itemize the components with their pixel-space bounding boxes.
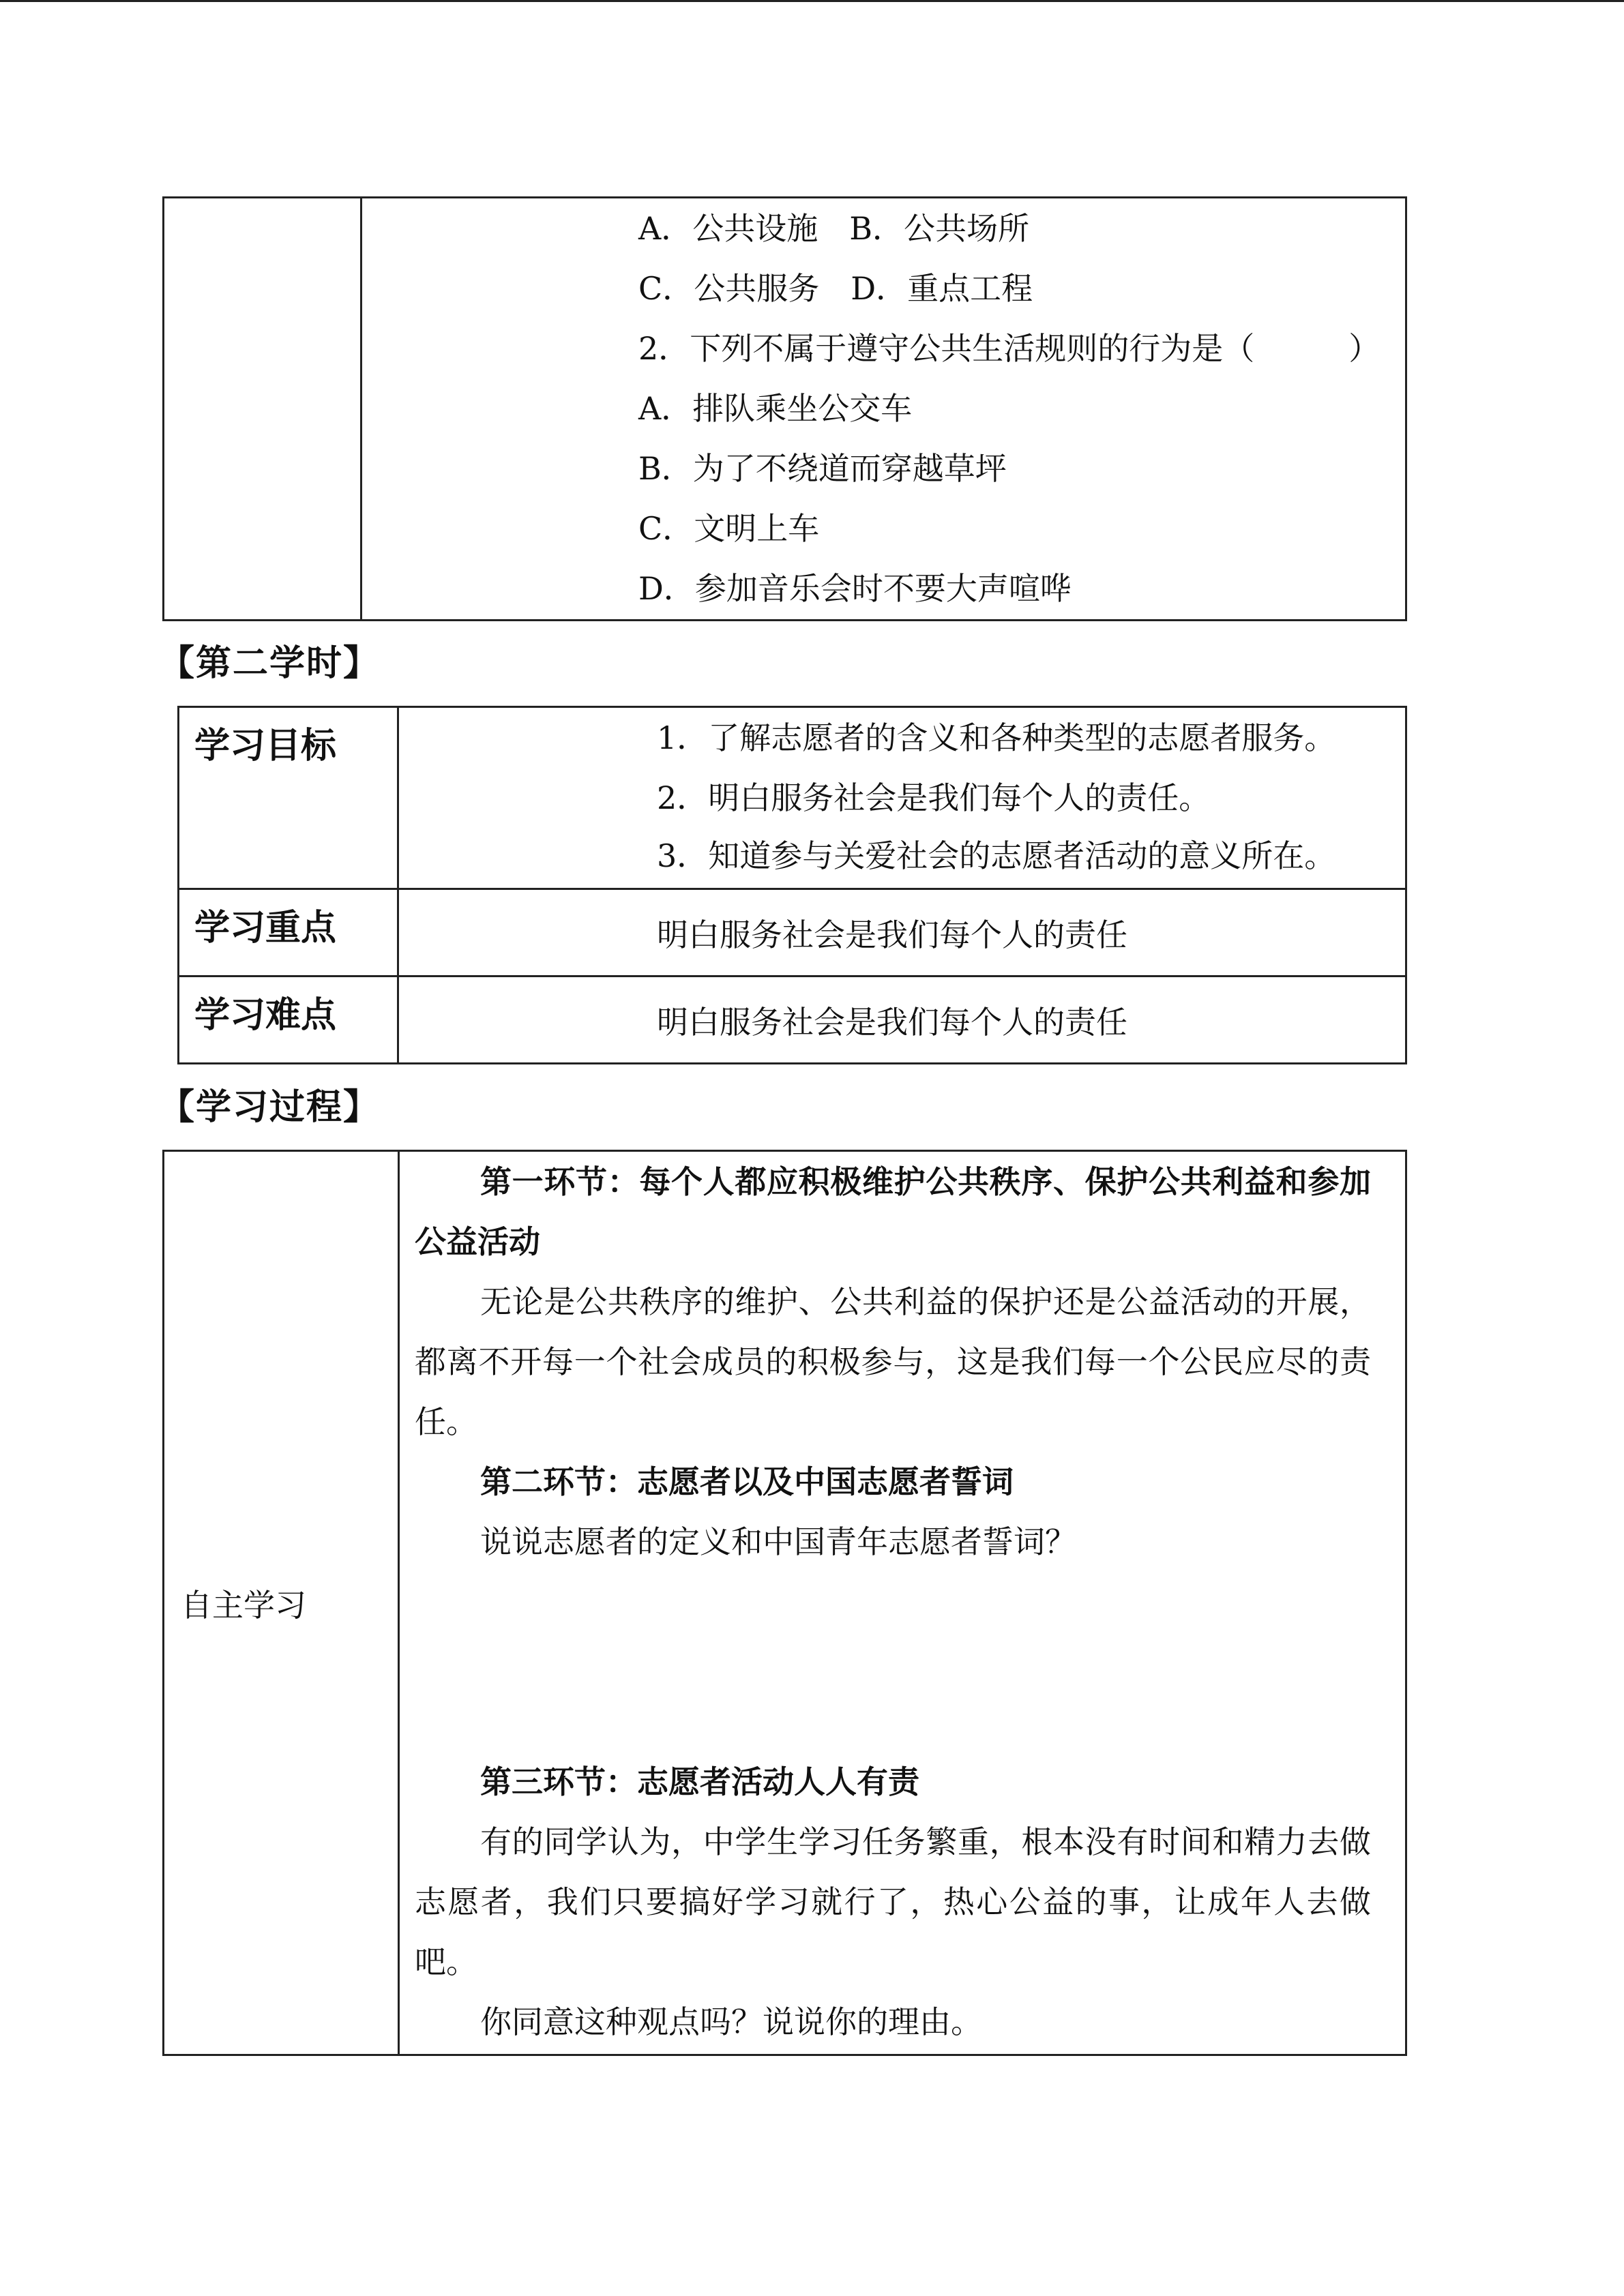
difficulty-label [179, 976, 398, 1064]
answer-space [415, 1572, 1371, 1752]
goal-label-text: 学习目标 [194, 726, 337, 766]
key-point-text: 明白服务社会是我们每个人的责任 [657, 916, 1127, 953]
option-line: B．为了不绕道而穿越草坪 [638, 450, 1007, 487]
difficulty-label-text: 学习难点 [194, 995, 337, 1036]
step3-question: 你同意这种观点吗？说说你的理由。 [480, 2003, 982, 2040]
key-point-cell [398, 889, 1406, 976]
self-study-label: 自主学习 [181, 1586, 306, 1624]
page-top-border [0, 0, 1624, 2]
goal-list-cell [398, 707, 1406, 889]
goal-label [179, 707, 398, 889]
step1-title: 第一环节：每个人都应积极维护公共秩序、保护公共利益和参加公益活动 [415, 1163, 1371, 1260]
option-line: A．排队乘坐公交车 [638, 390, 913, 427]
question-options-cell [361, 198, 1406, 621]
question-continuation-table [162, 196, 1407, 621]
goal-item: 1．了解志愿者的含义和各种类型的志愿者服务。 [657, 719, 1336, 756]
step2-title: 第二环节：志愿者以及中国志愿者誓词 [480, 1463, 1014, 1500]
section-heading-learning-process: 【学习过程】 [159, 1087, 381, 1128]
option-line: D．参加音乐会时不要大声喧哗 [638, 570, 1072, 607]
step3-title: 第三环节：志愿者活动人人有责 [480, 1763, 919, 1800]
difficulty-text: 明白服务社会是我们每个人的责任 [657, 1004, 1127, 1041]
self-study-label-cell [164, 1151, 399, 2055]
learning-process-table [162, 1150, 1407, 2056]
option-line: C．文明上车 [638, 510, 820, 547]
step1-text: 无论是公共秩序的维护、公共利益的保护还是公益活动的开展，都离不开每一个社会成员的积极参与，这是我们每一个公民应尽的责任。 [415, 1283, 1371, 1440]
difficulty-cell [398, 976, 1406, 1064]
section-heading-second-period: 【第二学时】 [159, 643, 381, 684]
goal-item: 2．明白服务社会是我们每个人的责任。 [657, 779, 1211, 816]
key-point-label-text: 学习重点 [194, 908, 337, 949]
step2-question: 说说志愿者的定义和中国青年志愿者誓词？ [480, 1523, 1076, 1560]
key-point-label [179, 889, 398, 976]
option-line: A．公共设施 B．公共场所 [638, 210, 1030, 247]
goal-item: 3．知道参与关爱社会的志愿者活动的意义所在。 [657, 837, 1336, 874]
empty-label-cell [164, 198, 361, 621]
process-content-cell [399, 1151, 1406, 2055]
step3-text: 有的同学认为，中学生学习任务繁重，根本没有时间和精力去做志愿者，我们只要搞好学习就行了，热心公益的事，让成年人去做吧。 [415, 1823, 1371, 1980]
learning-goals-table [177, 706, 1407, 1064]
option-line: C．公共服务 D．重点工程 [638, 270, 1033, 307]
question-2: 2．下列不属于遵守公共生活规则的行为是（ ） [638, 330, 1381, 367]
